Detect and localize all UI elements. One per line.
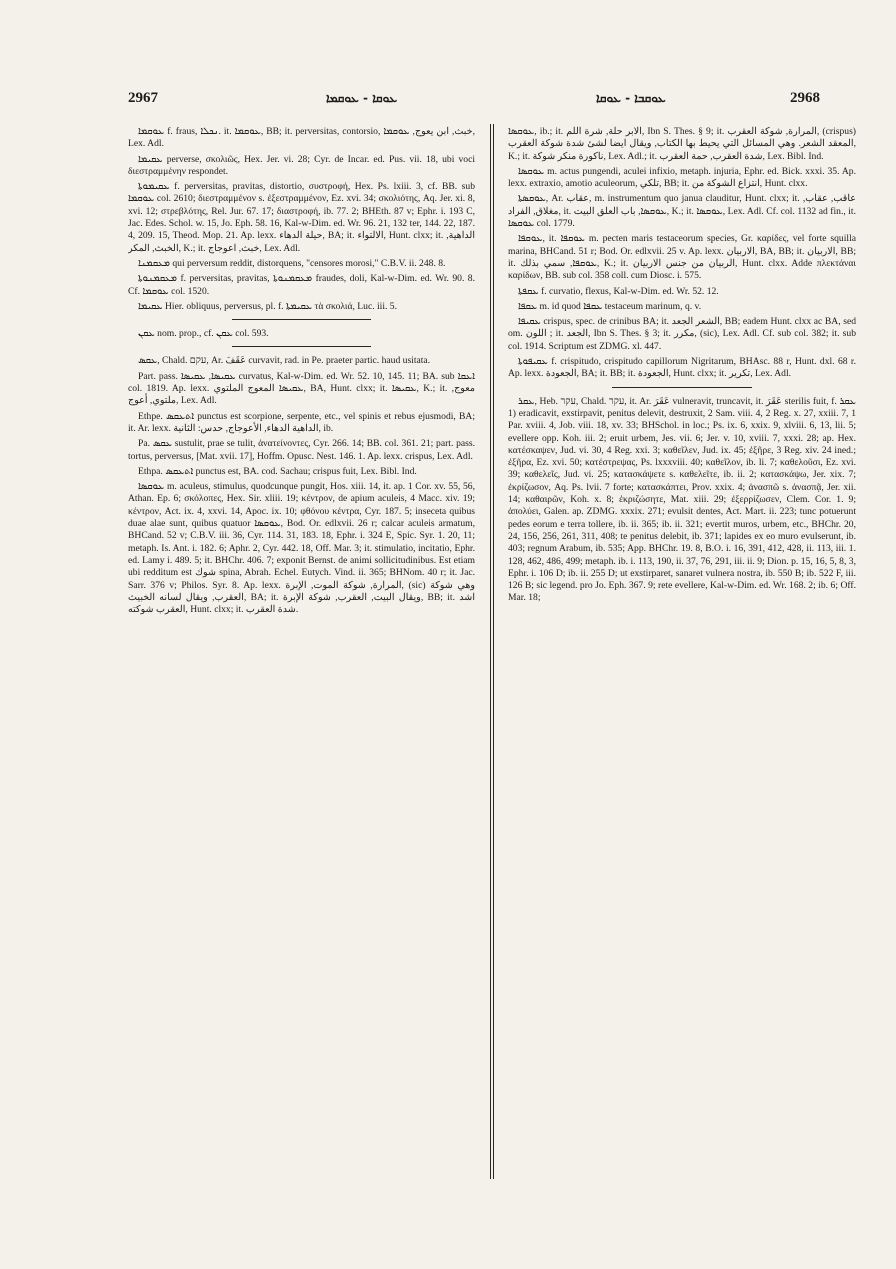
- entry-separator: [232, 319, 371, 320]
- entry: ܥܘܩܣܐ m. aculeus, stimulus, quodcunque pungit, Hos. xiii. 14, it. ap. 1 Cor. xv. 55, 56, Athan. Ep. 6; σκόλοπες, Hex. Sir. xliii. 19; κέντρον, de apium aculeis, 4 Macc. xiv. 19; κέντρον, Act. ix. 4, xxvi. 14, Apoc. ix. 10; φθόνου κέντρα, Cyr. 187. 5; inseceta quibus duae alae sunt, quibus quatuor ܥܘܩܣܐ, Bod. Or. edlxvii. 26 r; calcar aculeis armatum, BHCand. 52 v; C.B.V. iii. 36, Cyr. 114. 31, 183. 18, Ephr. i. 324 E, Spic. Syr. 1. 20, 11; metaph. Is. Ant. i. 182. 6; Aphr. 2, Cyr. 442. 18, Off. Mar. 3; it. stimulatio, incitatio, Ephr. ed. Lamy i. 489. 5; it. BHChr. 406. 7; exponit Bernst. de animi sollicitudinibus. Est etiam ubi redditum est شوك spina, Abrah. Echel. Eutych. Vind. ii. 365; BHNom. 40 r; it. Jac. Sarr. 376 v; Philos. Syr. 8. Ap. lexx. المرارة, شوكة الموت, الإبرة, (sic) وهي شوكة العقرب, ويقال لسانه الخبيث, BA; it. ويقال البيت, العقرب, شوكة الإبرة, BB; it. اشد العقرب شوكته, Hunt. clxx; it. شدة العقرب.: [128, 481, 475, 616]
- entry: ܥܘܩܣܐ, ib.; it. الابر حلة, شرة اللم, Ibn S. Thes. § 9; it. المرارة, شوكة العقرب, (crispus) المعقد الشعر. وهي المسائل التي يحيط بها الكتاب, ويقال ايضا لشئ شدة شوكة العقرب, K.; it. ناكورة منكر شوكة, Lex. Adl.; it. شدة العقرب, حمة العقرب, Lex. Bibl. Ind.: [508, 126, 856, 162]
- page-header: [126, 90, 820, 112]
- right-column: [508, 126, 856, 1181]
- page-number-left: 2967: [128, 90, 158, 106]
- entry: ܥܘܩܣܐ m. actus pungendi, aculei infixio, metaph. injuria, Ephr. ed. Bick. xxxi. 35. Ap. lexx. extraxio, amotio aculeorum, تلكي, BB; it. انتزاع الشوكة من, Hunt. clxx.: [508, 165, 856, 190]
- column-divider-double: [493, 124, 494, 1179]
- page-number-right: 2968: [790, 90, 820, 106]
- entry: ܥܘܩܡܐ f. fraus, ܢܟܠܐ. it. ܥܘܩܡܐ, BB; it. perversitas, contorsio, خبث, ابن يعوج, ܥܘܩܡܐ, Lex. Adl.: [128, 126, 475, 150]
- running-head-left: ܥܘܩܐ - ܥܘܩܡܐ: [326, 91, 398, 105]
- entry: ܥܩܝܦܘܬܐ f. crispitudo, crispitudo capillorum Nigritarum, BHAsc. 88 r, Hunt. dxl. 68 r. Ap. lexx. الجعودة, BA; it. BB; it. الجعودة, Hunt. clxx; it. تكرير, Lex. Adl.: [508, 356, 856, 380]
- entry: ܥܩܦܐ m. id quod ܥܩܦܐ testaceum marinum, q. v.: [518, 300, 702, 312]
- entry: ܥܩܦܬܐ f. curvatio, flexus, Kal-w-Dim. ed. Wr. 52. 12.: [518, 285, 719, 297]
- entry-separator: [612, 387, 751, 388]
- entry: ܥܩܝܡܐ Hier. obliquus, perversus, pl. f. ܥܩܝܡܬܐ τὰ σκολιά, Luc. iii. 5.: [138, 300, 398, 312]
- entry: Ethpe. ܐܬܥܩܣ punctus est scorpione, serpente, etc., vel spinis et rebus ejusmodi, BA; it. Ar. lexx. الداهية الدهاء, الأعوجاج, حدس: الثانية, ib.: [128, 410, 475, 434]
- entry: Ethpa. ܐܬܥܩܣ punctus est, BA. cod. Sachau; crispus fuit, Lex. Bibl. Ind.: [138, 465, 417, 477]
- entry: ܥܩܣ, Chald. עקם, Ar. عَقَفَ curvavit, rad. in Pe. praeter partic. haud usitata.: [138, 355, 431, 367]
- entry: ܥܩܢ nom. prop., cf. ܥܩܢ col. 593.: [138, 328, 269, 340]
- entry: Part. pass. ܥܩܝܣܐ, ܥܩܝܣܐ curvatus, Kal-w-Dim. ed. Wr. 52. 10, 145. 11; BA. sub ܐܥܩܐ col. 1819. Ap. lexx. ܥܩܝܣܐ المعوج الملتوي, BA, Hunt. clxx; it. ܥܩܝܣܐ, K.; it. معوج, ملتوي, أعوج, Lex. Adl.: [128, 370, 475, 407]
- entry: Pa. ܥܩܣ sustulit, prae se tulit, ἀνατείνοντες, Cyr. 266. 14; BB. col. 361. 21; part. pass. tortus, perversus, [Mat. xvii. 17], Hoffm. Opusc. Nest. 146. 1. Ap. lexx. crispus, Lex. Adl.: [128, 438, 475, 462]
- entry: ܡܥܩܡܢܐ qui perversum reddit, distorquens, "censores morosi," C.B.V. ii. 248. 8.: [138, 257, 446, 269]
- entry-separator: [232, 346, 371, 347]
- entry: ܥܩܝܡܘܬܐ f. perversitas, pravitas, distortio, συστροφή, Hex. Ps. lxiii. 3, cf. BB. sub ܥܘܩܡܐ col. 2610; διεστραμμένον s. ἐξεστραμμένον, Ez. xvi. 34; σκολιότης, Aq. Jer. xi. 8, xvi. 12; στρεβλότης, Rel. Jur. 67. 17; διαστροφή, ib. 77. 2; BHEth. 87 v; Ephr. i. 193 C, Jac. Edes. Schol. w. 15, Jo. Eph. 58. 16, Kal-w-Dim. ed. Wr. 96. 21, 132 ter, 144. 22, 187. 4, 209. 15, Theod. Mop. 21. Ap. lexx. حيلة الدهاء, BA; it. الالتواء, Hunt. clxx; it. الداهية, الخبث, المكر, K.; it. خبث, اعوجاج, Lex. Adl.: [128, 181, 475, 254]
- left-column: [128, 126, 475, 1181]
- running-head-right: ܥܘܩܒܐ - ܥܘܩܐ: [596, 91, 666, 105]
- entry: ܥܘܩܦܐ, it. ܥܘܩܦܐ m. pecten maris testaceorum species, Gr. καρίδες, vel forte squilla marina, BHCand. 51 r; Bod. Or. edlxvii. 25 v. Ap. lexx. الاربيان, BA, BB; it. الاربيان, BB; it. ܥܘܩܦܐ, سمي بذلك, K.; it. الربيان من جنس الاربيان, Hunt. clxx. Adde πλεκτάναι καρίδων, BB. sub col. 358 coll. cum Diosc. i. 575.: [508, 233, 856, 282]
- column-divider: [490, 124, 491, 1179]
- entry: ܡܥܩܡܢܘܬܐ f. perversitas, pravitas, ܡܥܩܡܢܘܬܐ fraudes, doli, Kal-w-Dim. ed. Wr. 90. 8. Cf. ܥܘܩܡܐ col. 1520.: [128, 273, 475, 297]
- entry: ܥܘܩܣܬܐ, Ar. عقاب, m. instrumentum quo janua clauditur, Hunt. clxx; it. عاقب, عقاب, مغلاق, الفراد, it. ܥܘܩܣܐ, باب العلق البيت, K.; it. ܥܘܩܣܐ, Lex. Adl. Cf. col. 1132 ad fin., it. ܥܘܩܣܐ col. 1779.: [508, 193, 856, 230]
- entry: ܥܩܝܦܐ crispus, spec. de crinibus BA; it. الشعر الجعد, BB; eadem Hunt. clxx ac BA, sed om. اللون ; it. الجعد, Ibn S. Thes. § 3; it. مكرر, (sic), Lex. Adl. Cf. sub col. 382; it. sub col. 1914. Scriptum est ZDMG. xl. 447.: [508, 316, 856, 352]
- entry: ܥܩܪ, Heb. עקר, Chald. עקר, it. Ar. عَقَرَ vulneravit, truncavit, it. عَقَرَ sterilis fuit, f. ܥܩܪ 1) eradicavit, exstirpavit, penitus delevit, destruxit, 2 Sam. viii. 4, 2 Reg. x. 27, xxiii. 7, 1 Par. xviii. 4, Job. viii. 18, xv. 33; BHSchol. in loc.; Ps. ix. 6, xxix. 9, xlviii. 6, 13, lii. 5; evellere opp. Koh. iii. 2; eruit urbem, Jes. vii. 6; Jer. v. 10, xviii. 7, xxxi. 28; ap. Hex. κατέσκαψεν, Jud. vi. 30, 4 Reg. xxi. 3; καθεῖλεν, Jud. ix. 45; ἐξῆρε, 3 Reg. xiv. 24 ined.; ἐξῆρα, Ez. xvi. 50; κατέστρεψας, Ps. lxxxviii. 40; καθεῖλον, ib. li. 7; καθελοῦσι, Ez. xvi. 39; καθελεῖς, Jud. vi. 25; κατασκάψετε s. καθελεῖτε, ib. ii. 2; κατασκάψω, Jer. xix. 7; ἐκρίζωσον, Aq. Ps. lvii. 7 forte; κατασκάπτει, Prov. xxix. 4; ἀνασπῶ s. ἀνασπᾷ, Jer. xii. 14; καθαιρῶν, Koh. x. 8; ἐκριζώσητε, Mat. xiii. 29; ἐξερρίζωσεν, Clem. Cor. 1. 9; ἀπολύει, Galen. ap. ZDMG. xxxix. 271; evulsit dentes, Act. Mart. ii. 223; tunc potuerunt pedes eorum e terra tollere, ib. ii. 365; ib. ii. 321; evertit muros, urbem, etc., BHChr. 20, 24, 156, 256, 261, 311, 408; te penitus delebit, ib. 371; lapides ex eo muro evulserunt, ib. 403; regnum Arabum, ib. 535; App. BHChr. 19. 8, B.O. i. 16, 391, 412, 428, ii. 113, iii. 1. 128, 462, 486, 499; metaph. ib. i. 113, 190, ii. 37, 76, 291, iii. ii. 9; Dion. p. 15, 16, 5, 8, 3, Ephr. i. 106 D; ib. ii. 255 D; ut exstirparet, sanaret vulnera nostra, ib. 550 B; ib. 522 F, iii. 126 B; sic legend. pro Jo. Eph. 367. 9; rete evellere, Kal-w-Dim. ed. Wr. 168. 2; ib. 6; Off. Mar. 18;: [508, 395, 856, 604]
- entry: ܥܩܝܡܐ perverse, σκολιῶς, Hex. Jer. vi. 28; Cyr. de Incar. ed. Pus. vii. 18, ubi voci διεστραμμένην respondet.: [128, 153, 475, 177]
